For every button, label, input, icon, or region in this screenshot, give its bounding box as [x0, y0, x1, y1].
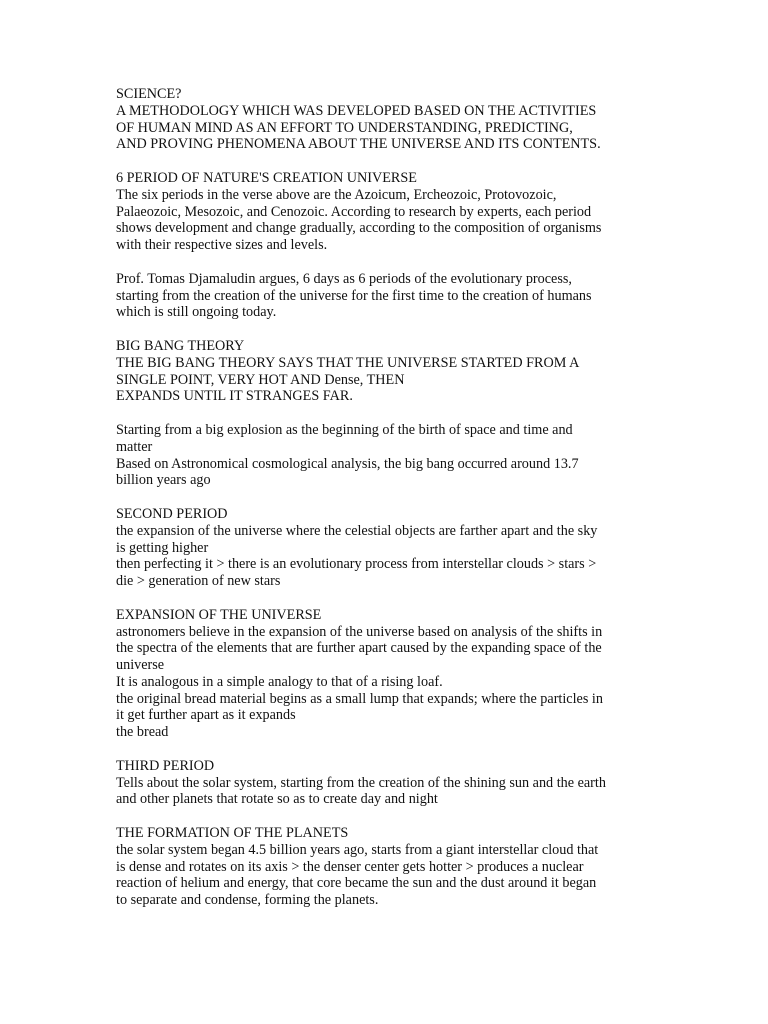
text-line: starting from the creation of the universe for the first time to the creation of humans: [116, 287, 592, 304]
text-line: THE BIG BANG THEORY SAYS THAT THE UNIVERSE STARTED FROM A: [116, 354, 580, 371]
block-first-line: 6 PERIOD OF NATURE'S CREATION UNIVERSE: [116, 169, 417, 186]
text-line: Tells about the solar system, starting from the creation of the shining sun and the earth: [116, 774, 606, 791]
text-line: is getting higher: [116, 539, 209, 556]
text-line: OF HUMAN MIND AS AN EFFORT TO UNDERSTANDING, PREDICTING,: [116, 119, 573, 136]
text-line: shows development and change gradually, according to the composition of organisms: [116, 220, 602, 237]
text-line: then perfecting it > there is an evolutionary process from interstellar clouds > stars >: [116, 556, 597, 573]
text-block: [116, 271, 656, 321]
block-first-line: SECOND PERIOD: [116, 505, 228, 522]
text-line: The six periods in the verse above are the Azoicum, Ercheozoic, Protovozoic,: [116, 186, 557, 203]
text-block: [116, 422, 656, 489]
block-first-line: SCIENCE?: [116, 86, 182, 102]
text-line: the solar system began 4.5 billion years ago, starts from a giant interstellar cloud that: [116, 841, 599, 858]
text-block: [116, 607, 656, 741]
text-line: reaction of helium and energy, that core became the sun and the dust around it began: [116, 875, 597, 892]
text-line: Based on Astronomical cosmological analysis, the big bang occurred around 13.7: [116, 455, 579, 472]
text-line: to separate and condense, forming the planets.: [116, 892, 379, 909]
text-line: and other planets that rotate so as to create day and night: [116, 791, 438, 808]
text-line: die > generation of new stars: [116, 573, 281, 590]
text-line: which is still ongoing today.: [116, 304, 277, 321]
text-line: SINGLE POINT, VERY HOT AND Dense, THEN: [116, 371, 405, 388]
text-line: the bread: [116, 724, 169, 741]
text-line: billion years ago: [116, 472, 211, 489]
text-line: universe: [116, 657, 165, 674]
block-first-line: THE FORMATION OF THE PLANETS: [116, 825, 349, 842]
text-line: the expansion of the universe where the celestial objects are farther apart and the sky: [116, 522, 598, 539]
block-first-line: Prof. Tomas Djamaludin argues, 6 days as 6 periods of the evolutionary process,: [116, 270, 572, 287]
text-line: Palaeozoic, Mesozoic, and Cenozoic. According to research by experts, each period: [116, 203, 592, 220]
text-line: with their respective sizes and levels.: [116, 237, 328, 254]
block-first-line: Starting from a big explosion as the beginning of the birth of space and time and: [116, 421, 573, 438]
block-first-line: BIG BANG THEORY: [116, 337, 245, 354]
text-line: A METHODOLOGY WHICH WAS DEVELOPED BASED ON THE ACTIVITIES: [116, 102, 597, 119]
text-line: It is analogous in a simple analogy to that of a rising loaf.: [116, 673, 443, 690]
text-line: it get further apart as it expands: [116, 707, 296, 724]
text-line: is dense and rotates on its axis > the denser center gets hotter > produces a nuclear: [116, 858, 584, 875]
text-line: the original bread material begins as a small lump that expands; where the particles in: [116, 690, 603, 707]
text-block: [116, 506, 656, 590]
text-line: EXPANDS UNTIL IT STRANGES FAR.: [116, 388, 353, 405]
text-block: [116, 758, 656, 808]
text-block: [116, 170, 656, 254]
text-line: astronomers believe in the expansion of the universe based on analysis of the shifts in: [116, 623, 603, 640]
text-block: [116, 825, 656, 909]
document-page: [116, 86, 656, 926]
text-block: [116, 338, 656, 405]
block-first-line: THIRD PERIOD: [116, 757, 215, 774]
text-line: AND PROVING PHENOMENA ABOUT THE UNIVERSE AND ITS CONTENTS.: [116, 136, 601, 153]
text-line: the spectra of the elements that are further apart caused by the expanding space of the: [116, 640, 602, 657]
text-line: matter: [116, 438, 153, 455]
text-block: [116, 86, 656, 153]
block-first-line: EXPANSION OF THE UNIVERSE: [116, 606, 322, 623]
